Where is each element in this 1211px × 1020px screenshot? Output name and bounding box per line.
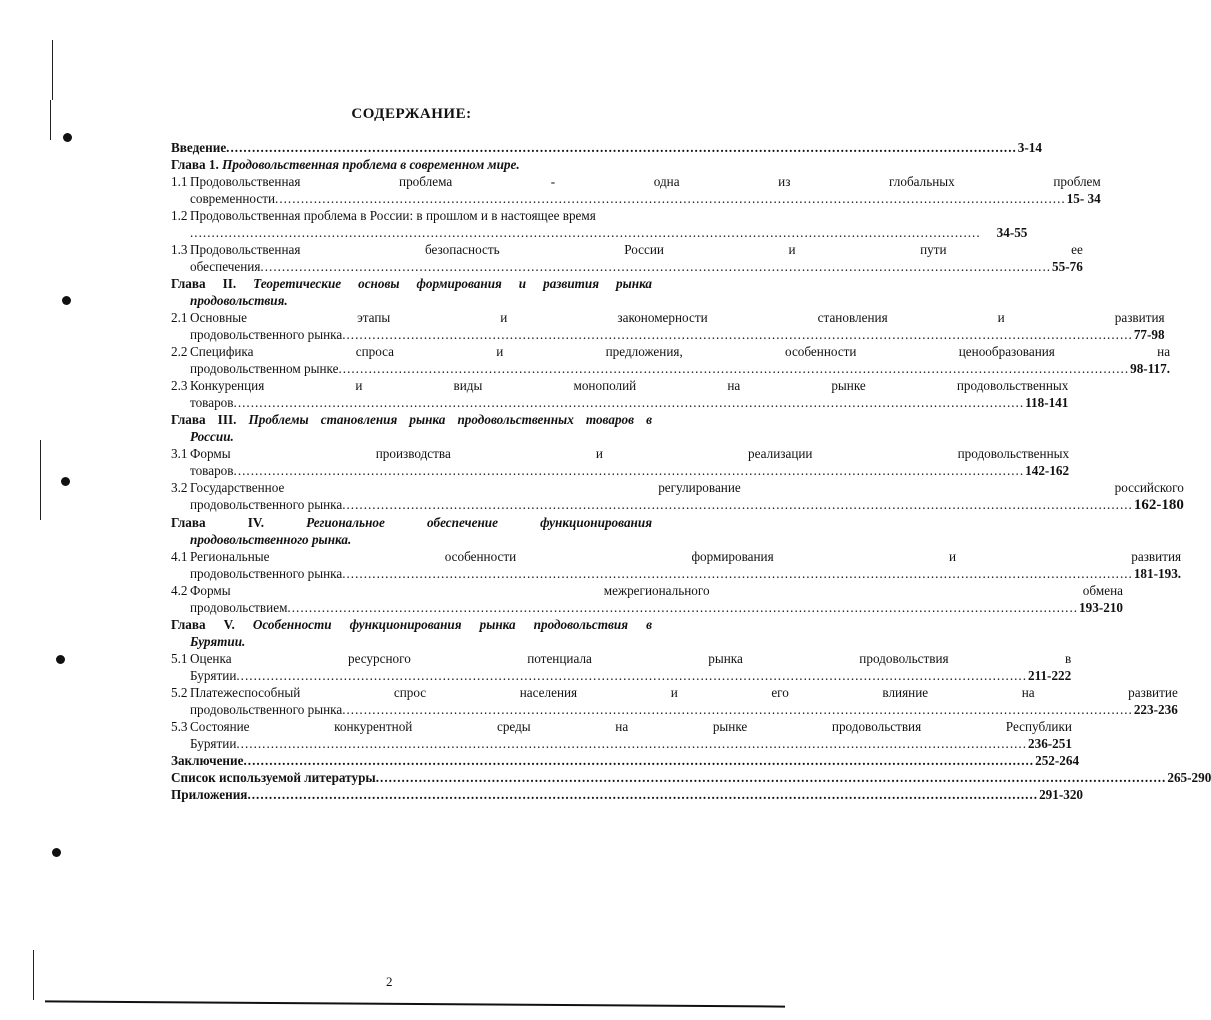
- scan-bottom-line: [45, 1000, 785, 1007]
- toc-entry-intro: [171, 139, 1042, 156]
- chapter-label: Глава III.: [171, 412, 237, 427]
- toc-entry-1-1: [171, 173, 1101, 207]
- scan-edge-mark: [50, 100, 51, 140]
- section-title: Государственное регулирование российского: [190, 480, 1184, 495]
- dot-leader: [260, 258, 1051, 275]
- entry-pages: 265-290: [1167, 770, 1211, 785]
- dot-leader: [243, 752, 1034, 769]
- toc-chapter-2: [171, 275, 652, 309]
- section-title-cont: современности: [190, 191, 276, 206]
- toc-entry-2-2: [171, 343, 1171, 377]
- dot-leader: [234, 394, 1025, 411]
- section-number: 2.2: [171, 344, 188, 359]
- toc-entry-3-1: [171, 445, 1070, 479]
- chapter-title: Теоретические основы формирования и развития рынка: [253, 276, 653, 291]
- entry-pages: 162-180: [1133, 497, 1184, 513]
- chapter-label: Глава II.: [171, 276, 237, 291]
- section-title: Формы производства и реализации продовольственных: [190, 446, 1070, 461]
- dot-leader: [376, 769, 1167, 786]
- entry-text: Список используемой литературы: [171, 770, 376, 785]
- section-number: 1.3: [171, 242, 188, 257]
- chapter-title-cont: России.: [190, 429, 234, 444]
- entry-pages: 15- 34: [1066, 191, 1101, 206]
- toc-entry-2-3: [171, 377, 1069, 411]
- toc-chapter-4: [171, 514, 652, 548]
- section-number: 4.1: [171, 549, 188, 564]
- section-title: Продовольственная проблема - одна из глобальных проблем: [190, 174, 1101, 189]
- dot-leader: [342, 496, 1133, 513]
- section-title: Платежеспособный спрос населения и его влияние на развитие: [190, 685, 1178, 700]
- chapter-title: Региональное обеспечение функционирования: [306, 515, 652, 530]
- entry-pages: 252-264: [1035, 753, 1080, 768]
- dot-leader: [342, 326, 1133, 343]
- dot-leader: [275, 190, 1066, 207]
- toc-entry-4-2: [171, 582, 1124, 616]
- section-title: Региональные особенности формирования и развития: [190, 549, 1182, 564]
- punch-hole-mark: [61, 477, 70, 486]
- entry-pages: 223-236: [1133, 702, 1178, 717]
- dot-leader: [342, 701, 1133, 718]
- section-number: 2.1: [171, 310, 188, 325]
- scan-edge-mark: [33, 950, 34, 1000]
- dot-leader: [338, 360, 1129, 377]
- chapter-title-cont: продовольствия.: [190, 293, 288, 308]
- section-title-cont: продовольственном рынке: [190, 361, 339, 376]
- section-title-cont: продовольственного рынка: [190, 702, 343, 717]
- section-title: Состояние конкурентной среды на рынке продовольствия Республики: [190, 719, 1072, 734]
- toc-entry-appendix: [171, 786, 1084, 803]
- section-title-cont: продовольствием: [190, 600, 288, 615]
- section-title: Специфика спроса и предложения, особенности ценообразования на: [190, 344, 1171, 359]
- toc-entry-1-2: [171, 207, 1028, 241]
- toc-entry-5-1: [171, 650, 1072, 684]
- scan-edge-mark: [40, 440, 41, 520]
- toc-entry-4-1: [171, 548, 1182, 582]
- section-number: 5.3: [171, 719, 188, 734]
- dot-leader: [342, 565, 1133, 582]
- dot-leader: [287, 599, 1078, 616]
- section-number: 4.2: [171, 583, 188, 598]
- chapter-label: Глава V.: [171, 617, 235, 632]
- section-number: 1.1: [171, 174, 188, 189]
- page-number: 2: [386, 974, 393, 989]
- section-title-cont: обеспечения: [190, 259, 261, 274]
- entry-text: Приложения: [171, 787, 248, 802]
- section-title-cont: товаров: [190, 395, 234, 410]
- entry-pages: 142-162: [1025, 463, 1070, 478]
- section-title: Продовольственная проблема в России: в прошлом и в настоящее время: [190, 208, 596, 223]
- chapter-label: Глава IV.: [171, 515, 264, 530]
- entry-pages: 98-117.: [1130, 361, 1171, 376]
- dot-leader: [236, 735, 1027, 752]
- entry-pages: 291-320: [1039, 787, 1084, 802]
- entry-pages: 77-98: [1133, 327, 1165, 342]
- dot-leader: [234, 462, 1025, 479]
- section-title-cont: товаров: [190, 463, 234, 478]
- toc-entry-5-3: [171, 718, 1072, 752]
- table-of-contents: [171, 139, 1211, 803]
- section-number: 5.1: [171, 651, 188, 666]
- section-title: Оценка ресурсного потенциала рынка продовольствия в: [190, 651, 1072, 666]
- dot-leader: [247, 786, 1038, 803]
- entry-text: Заключение: [171, 753, 244, 768]
- punch-hole-mark: [52, 848, 61, 857]
- section-number: 1.2: [171, 208, 188, 223]
- section-title-cont: продовольственного рынка: [190, 497, 343, 512]
- section-number: 3.1: [171, 446, 188, 461]
- chapter-title: Продовольственная проблема в современном мире.: [222, 157, 520, 172]
- section-number: 5.2: [171, 685, 188, 700]
- entry-pages: 236-251: [1028, 736, 1072, 751]
- toc-entry-1-3: [171, 241, 1083, 275]
- entry-pages: 34-55: [996, 225, 1028, 240]
- dot-leader: [190, 224, 981, 241]
- section-number: 3.2: [171, 480, 188, 495]
- toc-entry-2-1: [171, 309, 1165, 343]
- toc-entry-literature: [171, 769, 1211, 786]
- toc-chapter-3: [171, 411, 652, 445]
- dot-leader: [236, 667, 1027, 684]
- section-title-cont: Бурятии: [190, 668, 237, 683]
- page-title: СОДЕРЖАНИЕ:: [351, 106, 472, 122]
- entry-pages: 118-141: [1025, 395, 1069, 410]
- chapter-title-cont: продовольственного рынка.: [190, 532, 352, 547]
- entry-pages: 3-14: [1017, 140, 1042, 155]
- section-title-cont: Бурятии: [190, 736, 237, 751]
- section-title: Формы межрегионального обмена: [190, 583, 1124, 598]
- chapter-title: Проблемы становления рынка продовольственных товаров в: [248, 412, 652, 427]
- section-title: Продовольственная безопасность России и пути ее: [190, 242, 1083, 257]
- scan-edge-mark: [52, 40, 53, 100]
- chapter-title: Особенности функционирования рынка продовольствия в: [252, 617, 653, 632]
- chapter-label: Глава 1.: [171, 157, 219, 172]
- section-title: Основные этапы и закономерности становления и развития: [190, 310, 1165, 325]
- toc-entry-5-2: [171, 684, 1178, 718]
- toc-entry-conclusion: [171, 752, 1080, 769]
- entry-pages: 181-193.: [1133, 566, 1182, 581]
- section-title-cont: продовольственного рынка: [190, 327, 343, 342]
- entry-pages: 193-210: [1079, 600, 1124, 615]
- section-title: Конкуренция и виды монополий на рынке продовольственных: [190, 378, 1069, 393]
- section-number: 2.3: [171, 378, 188, 393]
- punch-hole-mark: [56, 655, 65, 664]
- toc-chapter-1: [171, 156, 652, 173]
- toc-chapter-5: [171, 616, 652, 650]
- toc-entry-3-2: [171, 479, 1184, 514]
- dot-leader: [226, 139, 1017, 156]
- chapter-title-cont: Бурятии.: [190, 634, 246, 649]
- punch-hole-mark: [62, 296, 71, 305]
- section-title-cont: продовольственного рынка: [190, 566, 343, 581]
- entry-pages: 55-76: [1052, 259, 1083, 274]
- entry-text: Введение: [171, 140, 227, 155]
- entry-pages: 211-222: [1028, 668, 1072, 683]
- punch-hole-mark: [63, 133, 72, 142]
